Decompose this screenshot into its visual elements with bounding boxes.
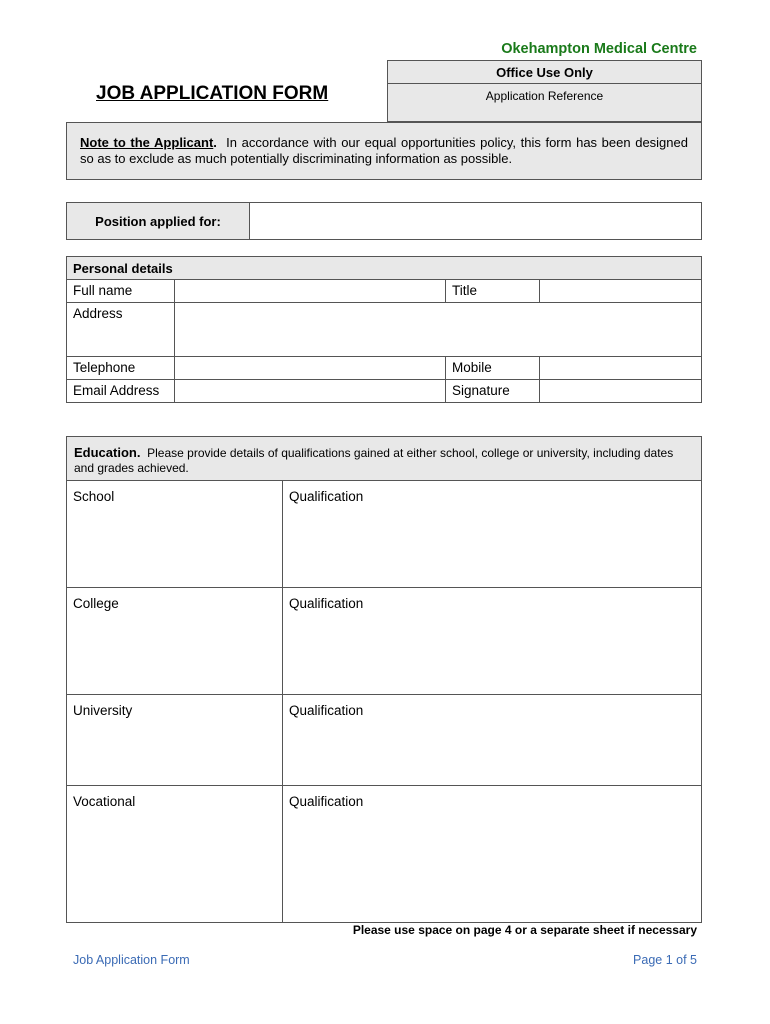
vocational-label[interactable]: Vocational [67,786,283,923]
education-description: Please provide details of qualifications gained at either school, college or university, including dates and grades achieved. [74,446,674,475]
vocational-qualification[interactable]: Qualification [283,786,702,923]
signature-field[interactable] [540,380,702,403]
address-field[interactable] [175,303,702,357]
personal-details-heading: Personal details [67,257,702,280]
full-name-field[interactable] [175,280,446,303]
application-reference-label: Application Reference [485,89,604,103]
education-heading: Education. [74,445,141,460]
university-label[interactable]: University [67,695,283,786]
college-qualification[interactable]: Qualification [283,588,702,695]
address-label: Address [67,303,175,357]
college-label[interactable]: College [67,588,283,695]
note-text: In accordance with our equal opportunities policy, this form has been designed so as to exclude as much potentially discriminating information as possible. [80,135,688,166]
education-row [67,481,702,588]
education-space-note: Please use space on page 4 or a separate sheet if necessary [352,923,697,937]
position-label: Position applied for: [67,203,250,239]
mobile-label: Mobile [446,357,540,380]
email-label: Email Address [67,380,175,403]
form-title: JOB APPLICATION FORM [96,83,329,104]
education-row [67,695,702,786]
title-label: Title [446,280,540,303]
footer-page-number: Page 1 of 5 [633,953,697,967]
personal-details-table [66,256,702,403]
education-row [67,588,702,695]
position-input[interactable] [250,203,701,239]
education-table [66,436,702,923]
office-use-title: Office Use Only [388,61,701,84]
email-field[interactable] [175,380,446,403]
footer-form-name: Job Application Form [73,953,190,967]
university-qualification[interactable]: Qualification [283,695,702,786]
telephone-field[interactable] [175,357,446,380]
school-label[interactable]: School [67,481,283,588]
telephone-label: Telephone [67,357,175,380]
position-applied-row [66,202,702,240]
full-name-label: Full name [67,280,175,303]
school-qualification[interactable]: Qualification [283,481,702,588]
note-lead: Note to the Applicant [80,135,214,150]
education-heading-cell [67,437,702,481]
applicant-note: Note to the Applicant. In accordance with our equal opportunities policy, this form has been designed so as to exclude as much potentially discriminating information as possible. [66,122,702,180]
signature-label: Signature [446,380,540,403]
office-use-box [387,60,702,122]
education-row [67,786,702,923]
organization-name: Okehampton Medical Centre [501,41,697,57]
title-field[interactable] [540,280,702,303]
mobile-field[interactable] [540,357,702,380]
